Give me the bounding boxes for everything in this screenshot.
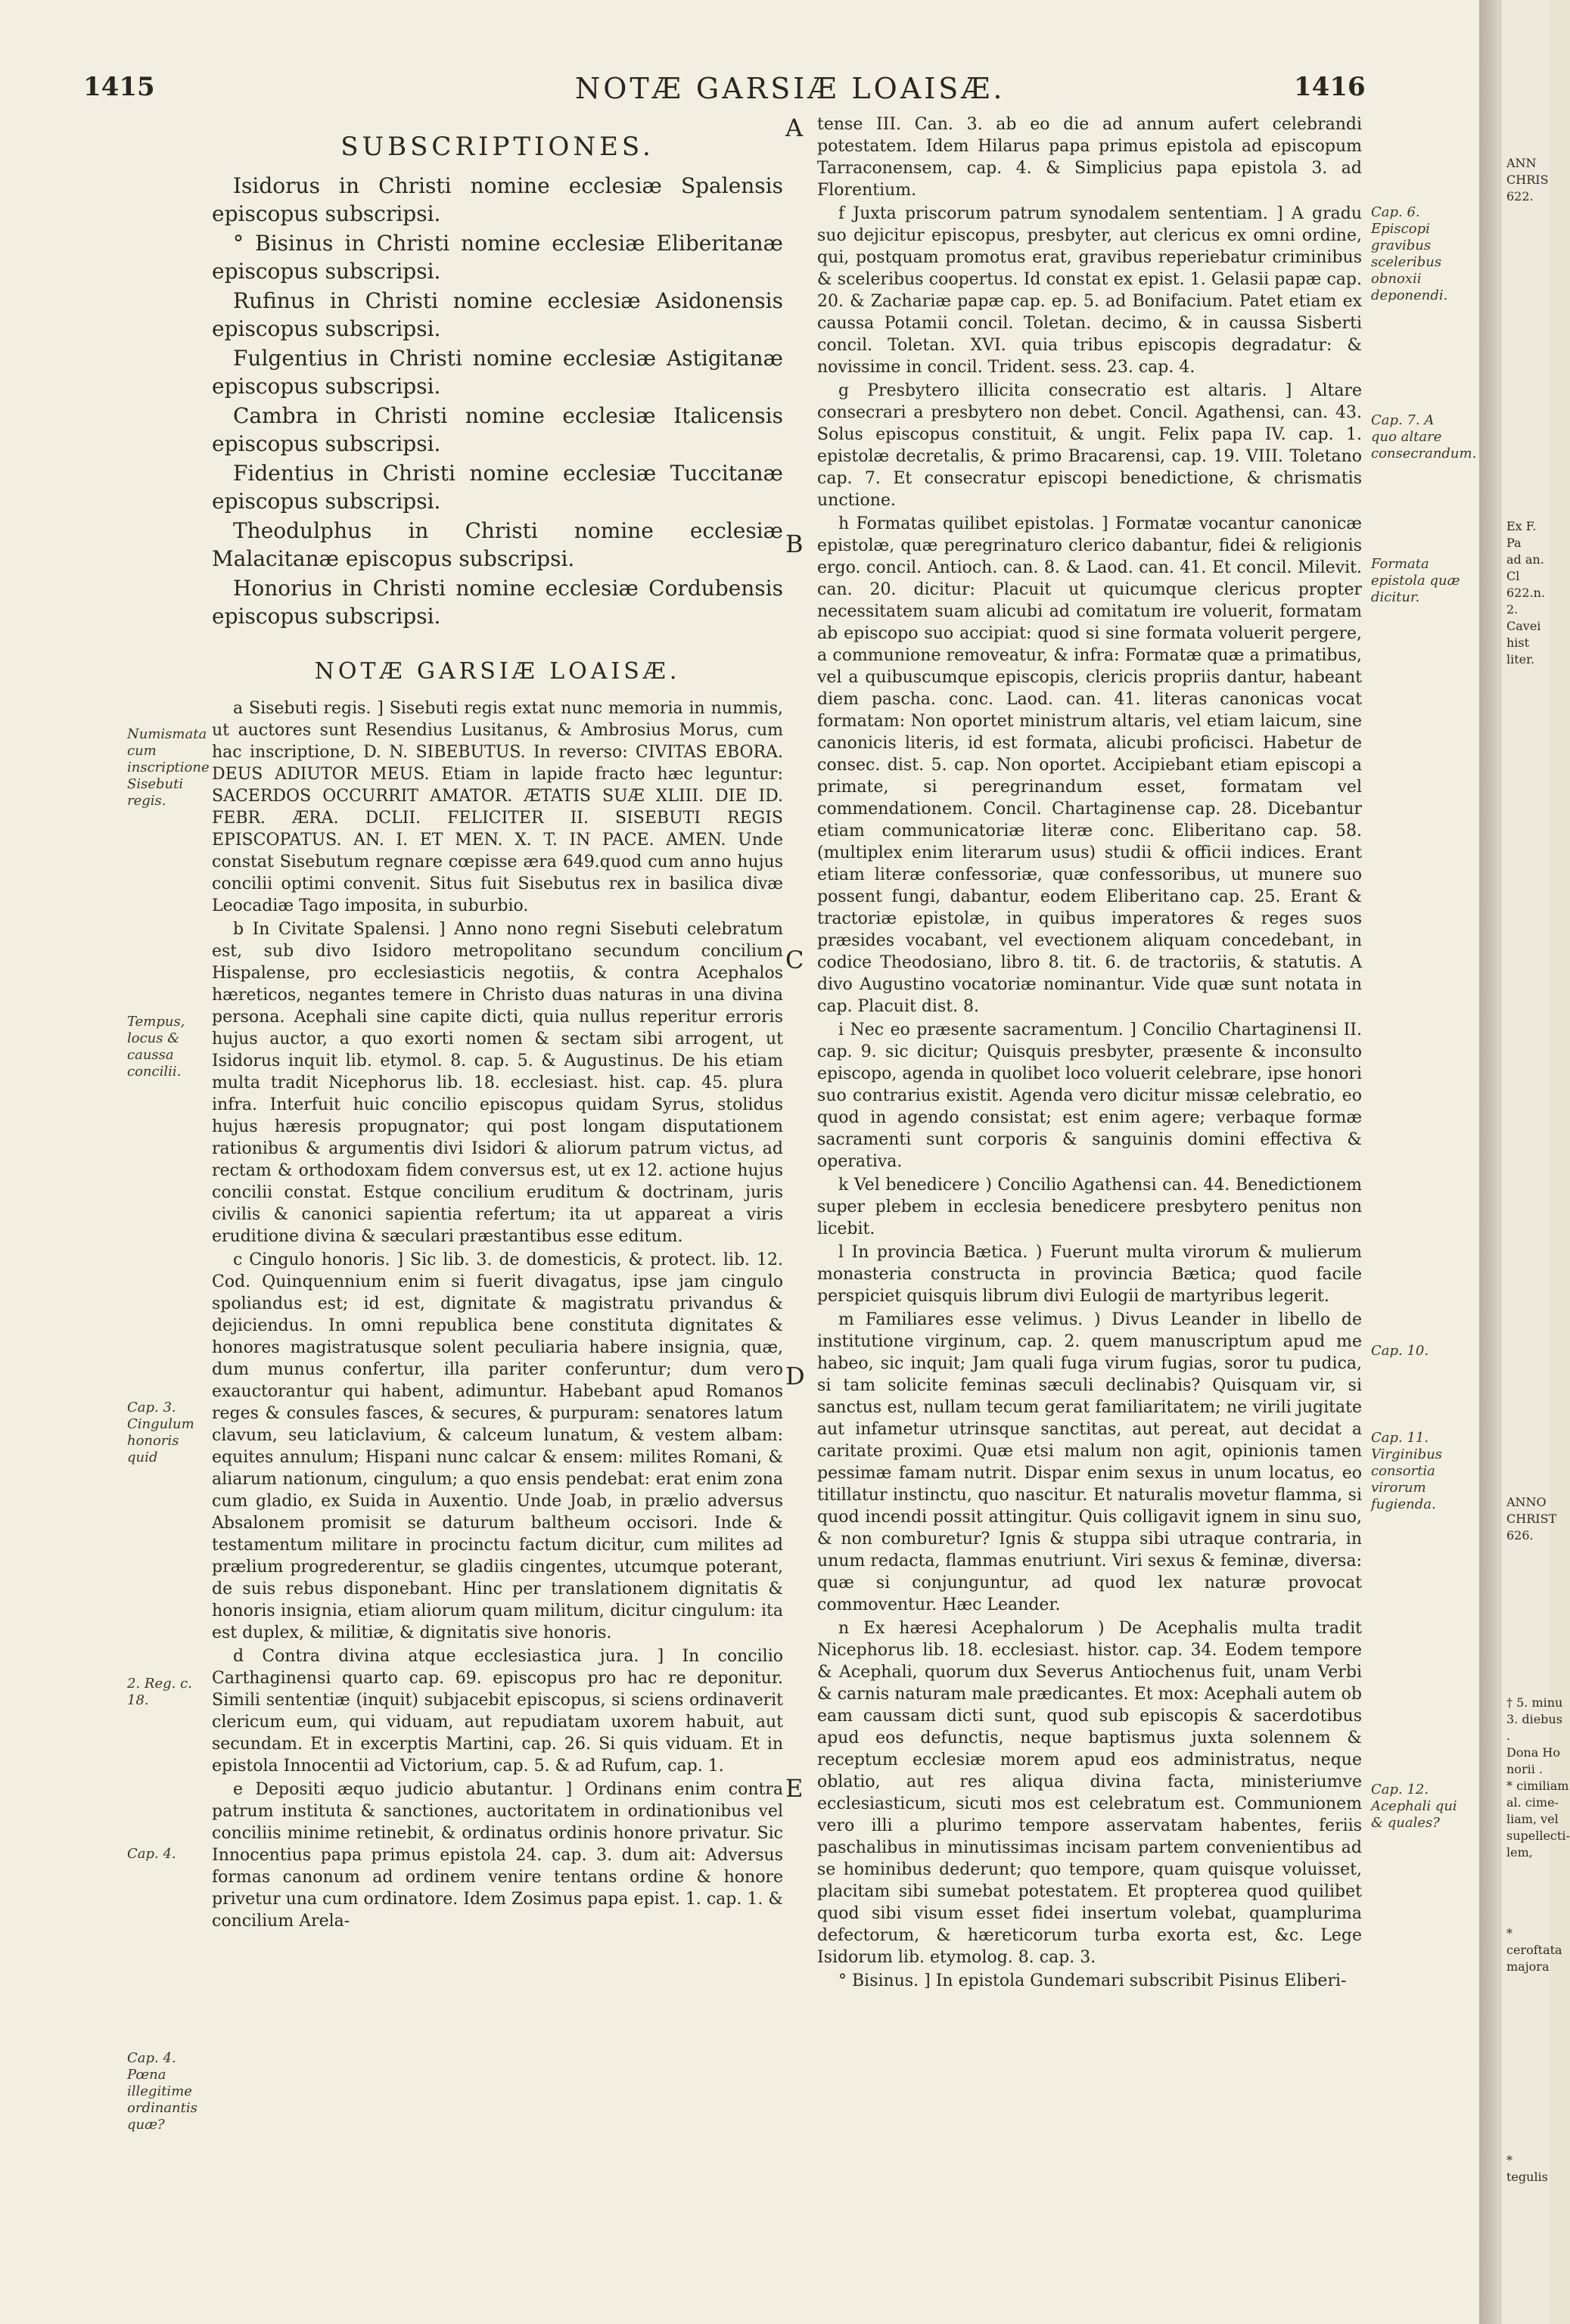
next-page-fragment: Ex F. Pa ad an. Cl 622.n. 2. Cavei hist liter. — [1506, 519, 1546, 666]
note-paragraph: e Depositi æquo judicio abutantur. ] Ordinans enim contra patrum instituta & sanctiones, auctoritatem in ordinationibus vel conciliis minime retinebit, & ordinatus ordinis honore privatur. Sic Innocentius papa primus epistola 24. cap. 3. dum ait: Adversus formas canonum ad ordinem venire tentans ordine & honore privetur una cum ordinatore. Idem Zosimus papa epist. 1. cap. 1. & concilium Arela- — [212, 1780, 783, 1931]
margin-note: Cap. 10. — [1371, 1343, 1429, 1359]
section-letter: A — [785, 113, 804, 142]
book-gutter — [1479, 0, 1502, 2324]
next-page-fragment: ANNO CHRIST 626. — [1506, 1495, 1557, 1543]
margin-note: Tempus, locus & caussa concilii. — [127, 1014, 185, 1080]
margin-note: Cap. 6. Episcopi gravibus sceleribus obnoxii deponendi. — [1371, 204, 1448, 303]
next-page-edge — [1502, 0, 1570, 2324]
subscription-line: Isidorus in Christi nomine ecclesiæ Spalensis episcopus subscripsi. — [212, 173, 783, 226]
margin-note: Cap. 7. A quo altare consecrandum. — [1371, 412, 1477, 461]
note-paragraph: d Contra divina atque ecclesiastica jura. ] In concilio Carthaginensi quarto cap. 69. episcopus pro hac re deponitur. Simili sententiæ (inquit) subjacebit episcopus, si sciens ordinaverit clericum eum, qui viduam, aut repudiatam uxorem habuit, aut secundam. Et in excerptis Martini, cap. 26. Si quis viduam. Et in epistola Innocentii ad Victorium, cap. 5. & ad Rufum, cap. 1. — [212, 1647, 783, 1776]
page-header — [0, 72, 1479, 110]
subscription-line: Theodulphus in Christi nomine ecclesiæ Malacitanæ episcopus subscripsi. — [212, 518, 783, 571]
note-paragraph: f Juxta priscorum patrum synodalem sententiam. ] A gradu suo dejicitur episcopus, presbyter, aut clericus ex omni ordine, qui, postquam promotus erat, gravibus reperiebatur criminibus & sceleribus coopertus. Id constat ex epist. 1. Gelasii papæ cap. 20. & Zachariæ papæ cap. ep. 5. ad Bonifacium. Patet etiam ex caussa Potamii concil. Toletan. decimo, & in caussa Sisberti concil. Toletan. XVI. quia tribus episcopis degradatur: & novissime in concil. Trident. sess. 23. cap. 4. — [817, 204, 1362, 377]
note-paragraph: k Vel benedicere ) Concilio Agathensi can. 44. Benedictionem super plebem in ecclesia benedicere presbytero penitus non licebit. — [817, 1176, 1362, 1238]
notes-title: NOTÆ GARSIÆ LOAISÆ. — [314, 658, 681, 685]
subscription-line: Fulgentius in Christi nomine ecclesiæ Astigitanæ episcopus subscripsi. — [212, 346, 783, 399]
subscription-line: Fidentius in Christi nomine ecclesiæ Tuccitanæ episcopus subscripsi. — [212, 461, 783, 514]
note-paragraph: i Nec eo præsente sacramentum. ] Concilio Chartaginensi II. cap. 9. sic dicitur; Quisquis presbyter, præsente & inconsulto episcopo, agenda in quolibet loco voluerit celebrare, ipse honori suo contrarius existit. Agenda vero dicitur missæ celebratio, eo quod in agendo consistat; est enim agere; verbaque formæ sacramenti sunt corporis & sanguinis domini effectiva & operativa. — [817, 1021, 1362, 1171]
note-paragraph: c Cingulo honoris. ] Sic lib. 3. de domesticis, & protect. lib. 12. Cod. Quinquennium enim si fuerit divagatus, ipse jam cingulo spoliandus est; id est, dignitate & magistratu privandus & dejiciendus. In omni republica bene constituta dignitates & honores magistratusque solent peculiaria habere insignia, quæ, dum munus confertur, illa pariter conferuntur; dum vero exauctorantur qui habent, adimuntur. Habebant apud Romanos reges & consules fasces, & secures, & purpuram: senatores latum clavum, seu laticlavium, & calceum lunatum, & vestem albam: equites annulum; Hispani nunc calcar & ensem: milites Romani, & aliarum nationum, cingulum; a quo ensis pendebat: erat enim zona cum gladio, ex Suida in Auxentio. Unde Joab, in prælio adversus Absalonem promisit se daturum baltheum occisori. Inde & testamentum militare in procinctu factum dicitur, cum milites ad prælium progrederentur, se gladiis cingentes, utcumque poterant, de suis rebus disponebant. Hinc per translationem dignitatis & honoris insignia, etiam aliorum quam militum, dicitur cingulum: ita est duplex, & militiæ, & dignitatis sive honoris. — [212, 1251, 783, 1642]
next-page-fragment: * tegulis — [1506, 2153, 1548, 2184]
margin-note: Cap. 12. Acephali qui & quales? — [1371, 1782, 1457, 1831]
note-paragraph: h Formatas quilibet epistolas. ] Formatæ vocantur canonicæ epistolæ, quæ peregrinaturo clerico dabantur, fidei & religionis ergo. concil. Antioch. can. 8. & Laod. can. 41. Et concil. Milevit. can. 20. dicitur: Placuit ut quicumque clericus propter necessitatem suam alicubi ad comitatum ire voluerit, formatam ab episcopo suo accipiat: quod si sine formata voluerit pergere, a communione removeatur, & infra: Formatæ quæ a primatibus, vel a quibuscumque episcopis, clericis propriis dantur, habeant diem pascha. conc. Laod. can. 41. literas canonicas vocat formatam: Non oportet ministrum altaris, vel etiam laicum, sine canonicis literis, id est formata, alicubi proficisci. Habetur de consec. dist. 5. cap. Non oportet. Accipiebant etiam episcopi a primate, si peregrinandum esset, formatam vel commendationem. Concil. Chartaginense cap. 28. Dicebantur etiam communicatoriæ literæ conc. Eliberitano cap. 58. (multiplex enim literarum usus) studii & officii indices. Erant etiam literæ confessoriæ, quæ confessoribus, ut munere suo possent fungi, dabantur, eodem Eliberitano cap. 25. Erant & tractoriæ epistolæ, in quibus imperatores & reges suos præsides vocabant, vel evectionem aliquam concedebant, in codice Theodosiano, libro 8. tit. 6. de tractoriis, & statutis. A divo Augustino vocatoriæ nominantur. Vide quæ sunt notata in cap. Placuit dist. 8. — [817, 514, 1362, 1016]
running-title: NOTÆ GARSIÆ LOAISÆ. — [575, 72, 1006, 105]
next-page-fragment: ANN CHRIS 622. — [1506, 156, 1549, 204]
note-paragraph: ° Bisinus. ] In epistola Gundemari subscribit Pisinus Eliberi- — [838, 1971, 1347, 1990]
margin-note: Cap. 11. Virginibus consortia virorum fugienda. — [1371, 1430, 1443, 1512]
note-paragraph: g Presbytero illicita consecratio est altaris. ] Altare consecrari a presbytero non debet. Concil. Agathensi, can. 43. Solus episcopus constituit, & ungit. Felix papa IV. cap. 1. epistolæ decretalis, & primo Bracarensi, cap. 19. VIII. Toletano cap. 7. Et consecratur episcopi benedictione, & chrismatis unctione. — [817, 381, 1362, 510]
subscriptions-title: SUBSCRIPTIONES. — [340, 132, 654, 162]
note-paragraph: n Ex hæresi Acephalorum ) De Acephalis multa tradit Nicephorus lib. 18. ecclesiast. histor. cap. 34. Eodem tempore & Acephali, quorum dux Severus Antiochenus fuit, unam Verbi & carnis naturam male prædicantes. Et mox: Acephali autem ob eam caussam dicti sunt, quod sub episcopis & sacerdotibus apud eos defunctis, neque baptismus juxta solennem & receptum ecclesiæ morem apud eos administratus, neque oblatio, aut res aliqua divina facta, ministeriumve ecclesiasticum, sicuti mos est celebratum est. Communionem vero illi a plurimo tempore asservatam habentes, feriis paschalibus in minutissimas incisam partem convenientibus ad se hominibus dederunt; quo tempore, quam quisque voluisset, placitam sibi sumebat potestatem. Et propterea quod quilibet quod sibi visum esset fidei insertum volebat, quamplurima defectorum, & hæreticorum turba exorta est, &c. Lege Isidorum lib. etymolog. 8. cap. 3. — [817, 1619, 1362, 1967]
left-page-number: 1415 — [83, 72, 155, 102]
margin-note: 2. Reg. c. 18. — [127, 1676, 192, 1708]
note-paragraph: m Familiares esse velimus. ) Divus Leander in libello de institutione virginum, cap. 2. quem manuscriptum apud me habeo, sic inquit; Jam quali fuga virum fugias, soror tu pudica, si tam solicite feminas sæculi declinabis? Quisquam vir, si sanctus est, nullam tecum gerat familiaritatem; ne virili jugitate aut infametur utrinsque sanctitas, aut pereat, aut decidat a caritate proximi. Quæ etsi malum non agit, opinionis tamen pessimæ famam nutrit. Dispar enim sexus in unum locatus, eo titillatur instinctu, quo nascitur. Et naturalis movetur flamma, si quod incendi possit attingitur. Quis colligavit ignem in sinu suo, & non comburetur? Ignis & stuppa sibi utraque contraria, in unum redacta, flammas enutriunt. Viri sexus & feminæ, diversa: quæ si conjunguntur, ad quod lex naturæ provocat commoventur. Hæc Leander. — [817, 1310, 1362, 1614]
margin-note: Cap. 3. Cingulum honoris quid — [127, 1400, 194, 1465]
margin-note: Formata epistola quæ dicitur. — [1371, 556, 1460, 605]
section-letter: E — [785, 1774, 804, 1803]
next-page-fragment: † 5. minu 3. diebus . Dona Ho norii . * cimiliam al. cime- liam, vel supellecti- lem, — [1506, 1695, 1570, 1860]
subscription-line: Cambra in Christi nomine ecclesiæ Italicensis episcopus subscripsi. — [212, 403, 783, 456]
right-column — [817, 113, 1362, 1993]
margin-note: Numismata cum inscriptione Sisebuti regis. — [127, 726, 210, 809]
left-column — [212, 132, 783, 1934]
margin-note: Cap. 4. Pœna illegitime ordinantis quæ? — [127, 2050, 197, 2133]
next-page-fragment: * ceroftata majora — [1506, 1926, 1562, 1974]
section-letter: C — [785, 946, 804, 974]
section-letter: D — [785, 1362, 805, 1390]
margin-note: Cap. 4. — [127, 1846, 176, 1862]
note-paragraph: tense III. Can. 3. ab eo die ad annum aufert celebrandi potestatem. Idem Hilarus papa primus epistola ad episcopum Tarraconensem, cap. 4. & Simplicius papa epistola 3. ad Florentium. — [817, 115, 1362, 200]
section-letter: B — [785, 530, 804, 558]
note-paragraph: b In Civitate Spalensi. ] Anno nono regni Sisebuti celebratum est, sub divo Isidoro metropolitano secundum concilium Hispalense, pro ecclesiasticis negotiis, & contra Acephalos hæreticos, negantes temere in Christo duas naturas in una divina persona. Acephali sine capite dicti, quia nullus reperitur erroris hujus auctor, a quo exorti nomen & sectam sibi arrogent, ut Isidorus inquit lib. etymol. 8. cap. 5. & Augustinus. De his etiam multa tradit Nicephorus lib. 18. ecclesiast. hist. cap. 45. plura infra. Interfuit huic concilio episcopus quidam Syrus, stolidus hujus hæresis propugnator; qui post longam disputationem rationibus & argumentis divi Isidori & aliorum patrum victus, ad rectam & orthodoxam fidem conversus est, ut ex 12. actione hujus concilii constat. Estque concilium eruditum & doctrinam, juris civilis & canonici sapientia refertum; ita ut appareat a viris eruditione divina & sæculari præstantibus esse editum. — [212, 920, 783, 1246]
note-paragraph: a Sisebuti regis. ] Sisebuti regis extat nunc memoria in nummis, ut auctores sunt Resendius Lusitanus, & Ambrosius Morus, cum hac inscriptione, D. N. SIBEBUTUS. In reverso: CIVITAS EBORA. DEUS ADIUTOR MEUS. Etiam in lapide fracto hæc leguntur: SACERDOS OCCURRIT AMATOR. ÆTATIS SUÆ XLIII. DIE ID. FEBR. ÆRA. DCLII. FELICITER II. SISEBUTI REGIS EPISCOPATUS. AN. I. ET MEN. X. T. IN PACE. AMEN. Unde constat Sisebutum regnare cœpisse æra 649.quod cum anno hujus concilii optimi convenit. Situs fuit Sisebutus rex in basilica divæ Leocadiæ Tago imposita, in suburbio. — [212, 699, 783, 915]
subscription-line: ° Bisinus in Christi nomine ecclesiæ Eliberitanæ episcopus subscripsi. — [212, 231, 783, 284]
right-page-number: 1416 — [1294, 72, 1366, 102]
note-paragraph: l In provincia Bætica. ) Fuerunt multa virorum & mulierum monasteria constructa in provincia Bætica; quod facile perspiciet quisquis librum divi Eulogii de martyribus legerit. — [817, 1243, 1362, 1306]
subscription-line: Rufinus in Christi nomine ecclesiæ Asidonensis episcopus subscripsi. — [212, 288, 783, 341]
subscription-line: Honorius in Christi nomine ecclesiæ Cordubensis episcopus subscripsi. — [212, 576, 783, 629]
